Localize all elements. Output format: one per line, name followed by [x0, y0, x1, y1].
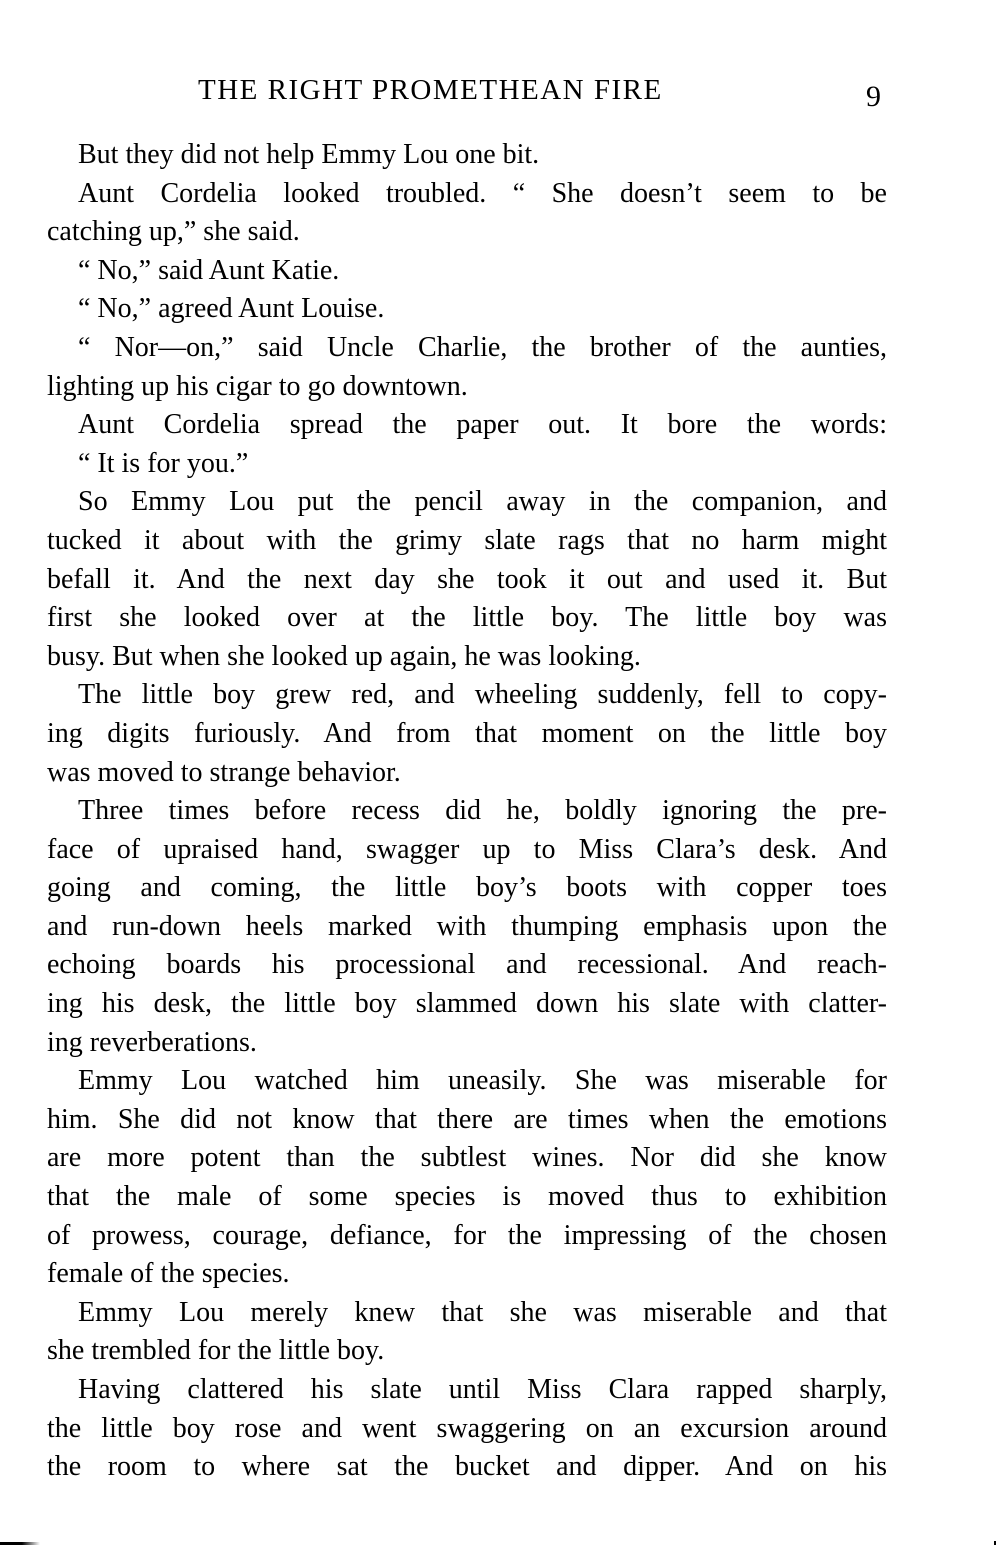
text-line: the little boy rose and went swaggering on an excursion around: [47, 1412, 887, 1444]
text-line: the room to where sat the bucket and dipper. And on his: [47, 1451, 887, 1483]
running-title: THE RIGHT PROMETHEAN FIRE: [198, 74, 663, 106]
text-line: “ Nor—on,” said Uncle Charlie, the brother of the aunties,: [78, 331, 887, 363]
text-line: going and coming, the little boy’s boots with copper toes: [47, 872, 887, 904]
text-line: “ It is for you.”: [78, 447, 249, 479]
text-line: are more potent than the subtlest wines. Nor did she know: [47, 1142, 887, 1174]
text-line: Having clattered his slate until Miss Clara rapped sharply,: [78, 1374, 887, 1405]
body-text: [47, 136, 887, 1487]
scan-artifact-left: [0, 1542, 40, 1545]
running-head: [0, 74, 1000, 114]
text-line: first she looked over at the little boy. The little boy was: [47, 602, 887, 634]
text-line: Emmy Lou merely knew that she was miserable and that: [78, 1296, 887, 1328]
text-line: befall it. And the next day she took it out and used it. But: [47, 563, 887, 595]
text-line: of prowess, courage, defiance, for the impressing of the chosen: [47, 1219, 887, 1251]
text-line: “ No,” said Aunt Katie.: [78, 254, 340, 286]
text-line: echoing boards his processional and recessional. And reach-: [47, 949, 887, 981]
text-line: that the male of some species is moved thus to exhibition: [47, 1181, 887, 1213]
text-line: was moved to strange behavior.: [47, 756, 401, 788]
text-line: female of the species.: [47, 1258, 290, 1290]
text-line: The little boy grew red, and wheeling suddenly, fell to copy-: [78, 679, 887, 711]
text-line: tucked it about with the grimy slate rags that no harm might: [47, 524, 887, 556]
text-line: But they did not help Emmy Lou one bit.: [78, 139, 540, 170]
text-line: “ No,” agreed Aunt Louise.: [78, 293, 385, 325]
text-line: Three times before recess did he, boldly ignoring the pre-: [78, 795, 887, 827]
scan-artifact-right: [994, 1541, 996, 1545]
text-line: face of upraised hand, swagger up to Miss Clara’s desk. And: [47, 833, 887, 865]
text-line: catching up,” she said.: [47, 216, 300, 248]
text-line: So Emmy Lou put the pencil away in the companion, and: [78, 486, 887, 518]
text-line: Aunt Cordelia looked troubled. “ She doesn’t seem to be: [78, 177, 887, 209]
text-line: ing reverberations.: [47, 1026, 257, 1058]
text-line: and run-down heels marked with thumping emphasis upon the: [47, 910, 887, 942]
text-line: lighting up his cigar to go downtown.: [47, 370, 468, 402]
text-line: Aunt Cordelia spread the paper out. It bore the words:: [78, 409, 887, 441]
text-line: Emmy Lou watched him uneasily. She was miserable for: [78, 1065, 887, 1097]
text-line: him. She did not know that there are times when the emotions: [47, 1103, 887, 1135]
text-line: ing digits furiously. And from that moment on the little boy: [47, 717, 887, 749]
text-line: busy. But when she looked up again, he was looking.: [47, 640, 641, 672]
text-line: she trembled for the little boy.: [47, 1335, 385, 1367]
page-number: 9: [866, 80, 881, 113]
text-line: ing his desk, the little boy slammed down his slate with clatter-: [47, 988, 887, 1020]
